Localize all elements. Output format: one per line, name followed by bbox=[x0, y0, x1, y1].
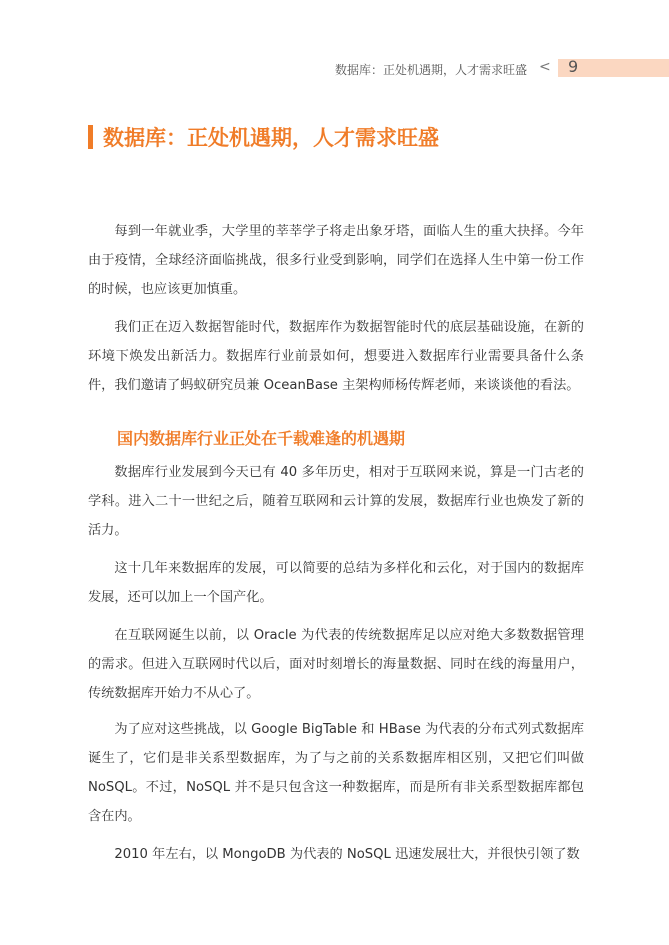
running-header bbox=[0, 58, 669, 80]
section-paragraph-2: 这十几年来数据库的发展，可以简要的总结为多样化和云化，对于国内的数据库发展，还可以加上一个国产化。 bbox=[88, 561, 584, 605]
section-paragraph-5: 2010 年左右，以 MongoDB 为代表的 NoSQL 迅速发展壮大，并很快引领了数 bbox=[114, 847, 580, 862]
page-number: 9 bbox=[568, 57, 579, 76]
intro-paragraph-1: 每到一年就业季，大学里的莘莘学子将走出象牙塔，面临人生的重大抉择。今年由于疫情，全球经济面临挑战，很多行业受到影响，同学们在选择人生中第一份工作的时候，也应该更加慎重。 bbox=[88, 224, 584, 297]
section-paragraph-3: 在互联网诞生以前，以 Oracle 为代表的传统数据库足以应对绝大多数数据管理的需求。但进入互联网时代以后，面对时刻增长的海量数据、同时在线的海量用户，传统数据库开始力不从心了。 bbox=[88, 628, 584, 701]
section-paragraph-1: 数据库行业发展到今天已有 40 多年历史，相对于互联网来说，算是一门古老的学科。进入二十一世纪之后，随着互联网和云计算的发展，数据库行业也焕发了新的活力。 bbox=[88, 465, 584, 538]
chapter-title: 数据库：正处机遇期，人才需求旺盛 bbox=[103, 126, 439, 150]
running-title: 数据库：正处机遇期，人才需求旺盛 bbox=[334, 63, 527, 77]
intro-paragraph-2: 我们正在迈入数据智能时代，数据库作为数据智能时代的底层基础设施，在新的环境下焕发出新活力。数据库行业前景如何，想要进入数据库行业需要具备什么条件，我们邀请了蚂蚁研究员兼 OceanBase 主架构师杨传辉老师，来谈谈他的看法。 bbox=[88, 320, 584, 393]
section-heading: 国内数据库行业正处在千载难逢的机遇期 bbox=[117, 429, 406, 448]
title-accent-bar bbox=[88, 125, 93, 149]
section-paragraph-4: 为了应对这些挑战，以 Google BigTable 和 HBase 为代表的分布式列式数据库诞生了，它们是非关系型数据库，为了与之前的关系数据库相区别，又把它们叫做 NoSQL。不过，NoSQL 并不是只包含这一种数据库，而是所有非关系型数据库都包含在内。 bbox=[88, 722, 584, 824]
chevron-left-icon: < bbox=[539, 59, 551, 75]
